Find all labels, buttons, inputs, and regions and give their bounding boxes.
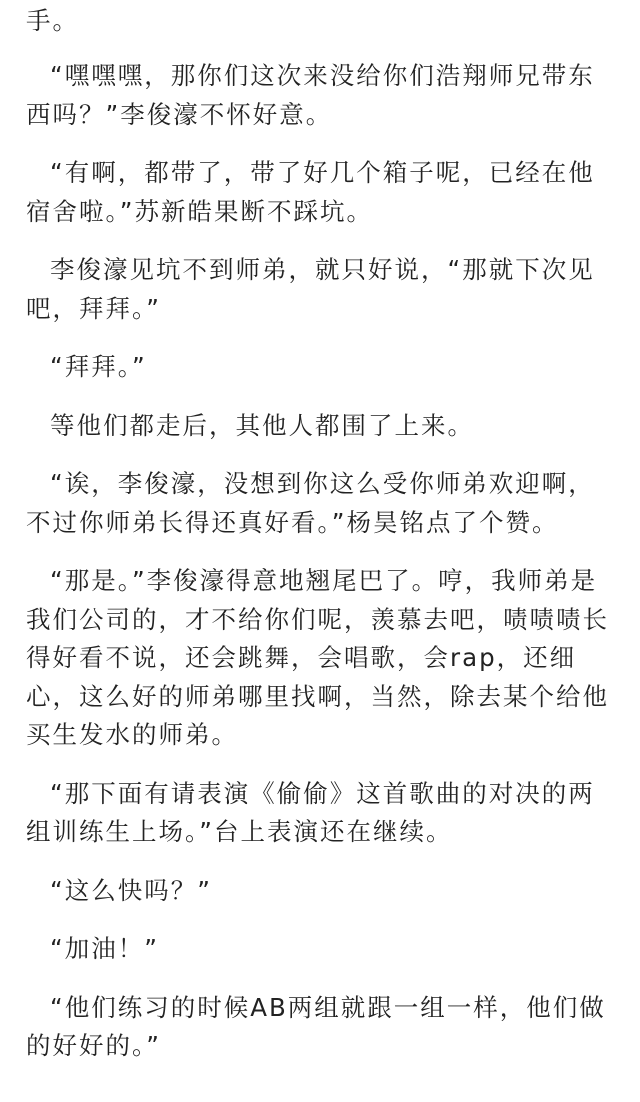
paragraph-list (26, 57, 610, 1066)
paragraph: “那下面有请表演《偷偷》这首歌曲的对决的两组训练生上场。”台上表演还在继续。 (26, 778, 595, 846)
paragraph: “那是。”李俊濠得意地翘尾巴了。哼，我师弟是我们公司的，才不给你们呢，羡慕去吧，啧啧啧长得好看不说，还会跳舞，会唱歌，会rap，还细心，这么好的师弟哪里找啊，当然，除去某个给他买生发水的师弟。 (26, 566, 609, 749)
paragraph: 李俊濠见坑不到师弟，就只好说，“那就下次见吧，拜拜。” (26, 255, 595, 323)
paragraph: “加油！” (50, 934, 159, 963)
paragraph-continued: 手。 (26, 6, 79, 35)
paragraph: 等他们都走后，其他人都围了上来。 (50, 410, 474, 440)
paragraph: “这么快吗？” (50, 875, 212, 905)
paragraph: “诶，李俊濠，没想到你这么受你师弟欢迎啊，不过你师弟长得还真好看。”杨昊铭点了个赞。 (26, 469, 595, 537)
paragraph: “有啊，都带了，带了好几个箱子呢，已经在他宿舍啦。”苏新皓果断不踩坑。 (26, 158, 595, 226)
paragraph: “嘿嘿嘿，那你们这次来没给你们浩翔师兄带东西吗？”李俊濠不怀好意。 (26, 61, 595, 129)
paragraph: “拜拜。” (50, 352, 147, 381)
paragraph: “他们练习的时候AB两组就跟一组一样，他们做的好好的。” (26, 992, 606, 1060)
